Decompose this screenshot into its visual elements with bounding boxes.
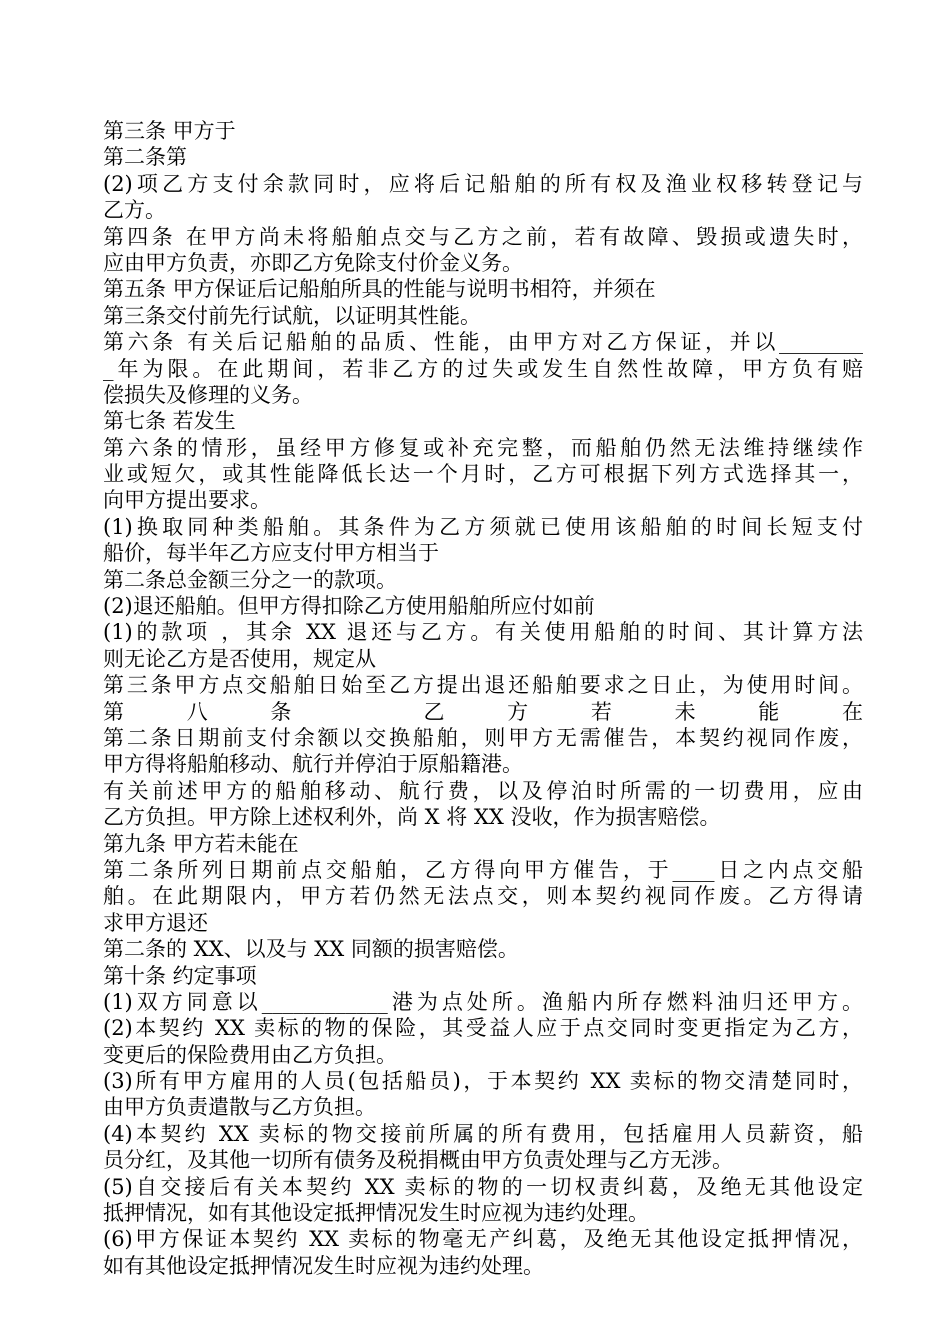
document-line: (1)的款项 ，其余 XX 退还与乙方。有关使用船舶的时间、其计算方法 [103,620,863,645]
document-line: 应由甲方负责，亦即乙方免除支付价金义务。 [103,250,523,275]
document-line: 第四条 在甲方尚未将船舶点交与乙方之前，若有故障、毁损或遗失时， [103,224,863,249]
document-line: 有关前述甲方的船舶移动、航行费，以及停泊时所需的一切费用，应由 [103,778,863,803]
document-line: 业或短欠，或其性能降低长达一个月时，乙方可根据下列方式选择其一， [103,462,863,487]
document-line: 求甲方退还 [103,910,208,935]
document-line: 抵押情况，如有其他设定抵押情况发生时应视为违约处理。 [103,1201,649,1226]
document-line: _年为限。在此期间，若非乙方的过失或发生自然性故障，甲方负有赔 [103,356,863,381]
document-line: 乙方负担。甲方除上述权利外，尚 X 将 XX 没收，作为损害赔偿。 [103,805,721,830]
document-line: 第六条 有关后记船舶的品质、性能，由甲方对乙方保证，并以________ [103,330,863,355]
document-line: 则无论乙方是否使用，规定从 [103,646,376,671]
document-line: 变更后的保险费用由乙方负担。 [103,1042,397,1067]
document-line: 如有其他设定抵押情况发生时应视为违约处理。 [103,1253,544,1278]
document-line: 乙方。 [103,198,166,223]
document-line: 向甲方提出要求。 [103,488,271,513]
document-line: 第六条的情形，虽经甲方修复或补充完整，而船舶仍然无法维持继续作 [103,435,863,460]
document-line: (2)退还船舶。但甲方得扣除乙方使用船舶所应付如前 [103,594,595,619]
document-line: 第八条 乙方若未能在 [103,699,863,724]
document-line: 第九条 甲方若未能在 [103,831,299,856]
document-line: (4)本契约 XX 卖标的物交接前所属的所有费用，包括雇用人员薪资，船 [103,1121,863,1146]
document-line: 员分红，及其他一切所有债务及税捐概由甲方负责处理与乙方无涉。 [103,1148,733,1173]
document-line: 第七条 若发生 [103,409,236,434]
document-line: 第二条总金额三分之一的款项。 [103,567,397,592]
document-line: (2)本契约 XX 卖标的物的保险，其受益人应于点交同时变更指定为乙方， [103,1016,863,1041]
document-line: 第五条 甲方保证后记船舶所具的性能与说明书相符，并须在 [103,277,656,302]
document-line: 第十条 约定事项 [103,963,257,988]
document-line: (3)所有甲方雇用的人员(包括船员)，于本契约 XX 卖标的物交清楚同时， [103,1069,863,1094]
document-line: 偿损失及修理的义务。 [103,382,313,407]
document-line: (2)项乙方支付余款同时，应将后记船舶的所有权及渔业权移转登记与 [103,171,863,196]
document-line: 第二条日期前支付余额以交换船舶，则甲方无需催告，本契约视同作废， [103,725,863,750]
document-line: (5)自交接后有关本契约 XX 卖标的物的一切权责纠葛，及绝无其他设定 [103,1174,863,1199]
document-line: 第二条的 XX、以及与 XX 同额的损害赔偿。 [103,937,519,962]
document-line: 第二条第 [103,145,187,170]
document-line: 舶。在此期限内，甲方若仍然无法点交，则本契约视同作废。乙方得请 [103,884,863,909]
document-line: (1)双方同意以____________港为点处所。渔船内所存燃料油归还甲方。 [103,989,863,1014]
document-line: (6)甲方保证本契约 XX 卖标的物毫无产纠葛，及绝无其他设定抵押情况， [103,1227,863,1252]
document-line: 由甲方负责遣散与乙方负担。 [103,1095,376,1120]
document-line: 第三条 甲方于 [103,119,236,143]
document-line: 船价，每半年乙方应支付甲方相当于 [103,541,439,566]
document-line: 第三条交付前先行试航，以证明其性能。 [103,303,481,328]
document-line: 甲方得将船舶移动、航行并停泊于原船籍港。 [103,752,523,777]
document-body [103,118,863,1279]
document-line: (1)换取同种类船舶。其条件为乙方须就已使用该船舶的时间长短支付 [103,514,863,539]
document-line: 第二条所列日期前点交船舶，乙方得向甲方催告，于____日之内点交船 [103,857,863,882]
document-line: 第三条甲方点交船舶日始至乙方提出退还船舶要求之日止，为使用时间。 [103,673,863,698]
